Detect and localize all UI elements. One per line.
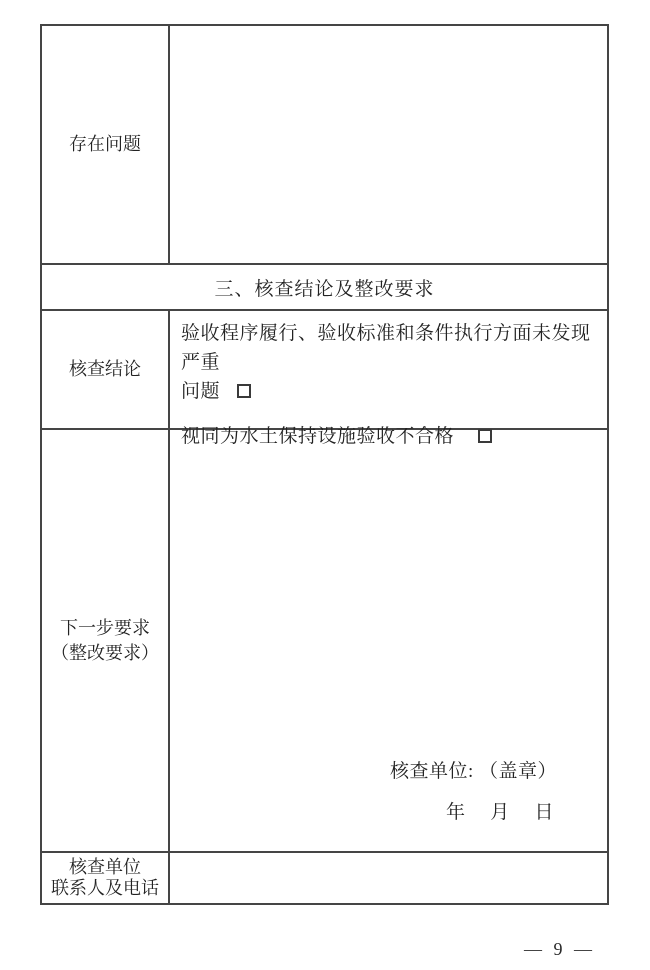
next-step-label-line2: （整改要求） bbox=[51, 642, 159, 663]
verification-conclusion-content-cell bbox=[170, 311, 607, 447]
contact-content-cell bbox=[170, 853, 607, 903]
next-step-label-cell bbox=[42, 430, 170, 851]
contact-label-line2: 联系人及电话 bbox=[51, 878, 159, 898]
contact-label-cell bbox=[42, 853, 170, 903]
next-step-label-line1: 下一步要求 bbox=[60, 617, 150, 638]
conclusion-option1-line2-text: 问题 bbox=[181, 381, 221, 402]
signature-block bbox=[390, 756, 557, 824]
verification-conclusion-label: 核查结论 bbox=[69, 359, 141, 379]
page-number: — 9 — bbox=[524, 939, 592, 959]
existing-problems-content-cell bbox=[170, 26, 607, 263]
verification-conclusion-label-cell bbox=[42, 311, 170, 428]
row-next-step bbox=[42, 428, 607, 851]
conclusion-option1-checkbox bbox=[237, 384, 251, 398]
row-section-header bbox=[42, 263, 607, 309]
row-existing-problems bbox=[42, 26, 607, 263]
row-contact bbox=[42, 851, 607, 903]
conclusion-option2-text: 视同为水土保持设施验收不合格 bbox=[181, 426, 455, 447]
signature-date-line: 年 月 日 bbox=[445, 802, 554, 823]
next-step-content-cell bbox=[170, 430, 607, 851]
conclusion-option1-line1: 验收程序履行、验收标准和条件执行方面未发现严重 bbox=[181, 323, 591, 373]
conclusion-option1-line2 bbox=[181, 377, 599, 406]
signature-unit-line: 核查单位: （盖章） bbox=[389, 761, 557, 782]
existing-problems-label-cell bbox=[42, 26, 170, 263]
row-verification-conclusion bbox=[42, 309, 607, 447]
section-header-title: 三、核查结论及整改要求 bbox=[214, 278, 435, 300]
verification-form-table bbox=[40, 24, 609, 905]
section-header-cell bbox=[42, 265, 607, 309]
contact-label-line1: 核查单位 bbox=[69, 857, 141, 877]
existing-problems-label: 存在问题 bbox=[69, 134, 141, 154]
